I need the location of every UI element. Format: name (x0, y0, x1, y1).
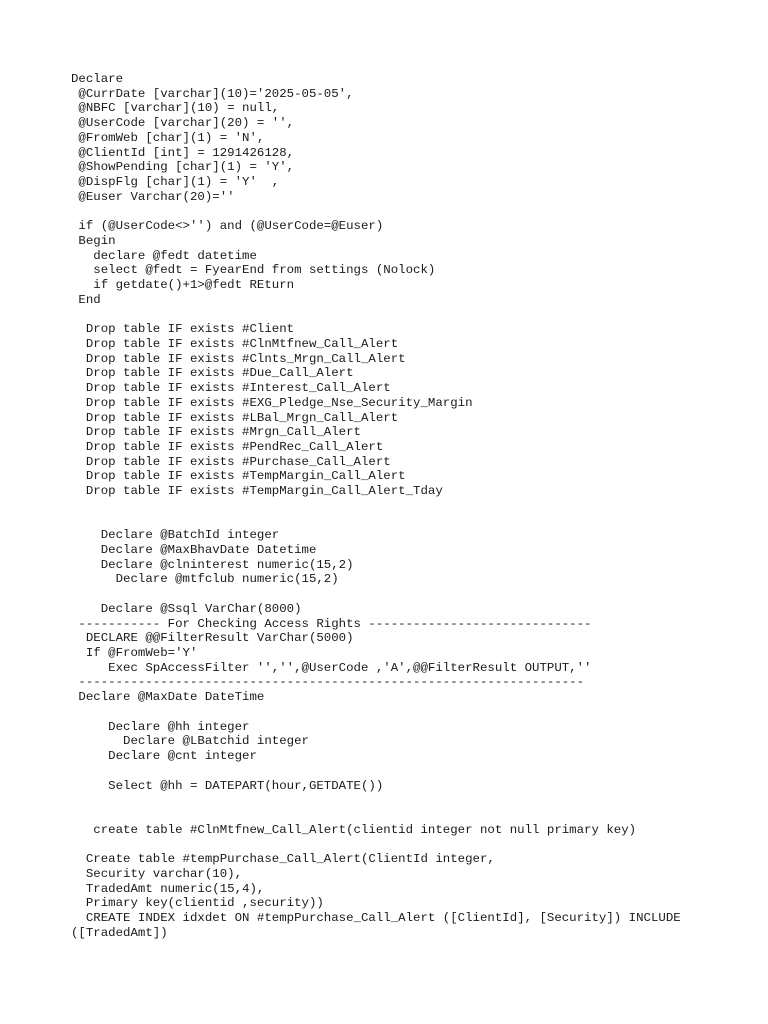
code-line: Drop table IF exists #LBal_Mrgn_Call_Alert (71, 410, 399, 425)
code-line: Declare @Ssql VarChar(8000) (71, 601, 302, 616)
code-line: Drop table IF exists #EXG_Pledge_Nse_Security_Margin (71, 395, 473, 410)
code-line: Drop table IF exists #Client (71, 322, 295, 337)
blank-code-line (71, 308, 761, 323)
code-line: @UserCode [varchar](20) = '', (71, 116, 295, 131)
code-line: @ShowPending [char](1) = 'Y', (71, 160, 295, 175)
code-line: @Euser Varchar(20)='' (71, 189, 235, 204)
code-line: declare @fedt datetime (71, 248, 257, 263)
code-line: @DispFlg [char](1) = 'Y' , (71, 175, 280, 190)
code-line: Drop table IF exists #Interest_Call_Alert (71, 381, 391, 396)
code-line: @ClientId [int] = 1291426128, (71, 145, 295, 160)
sql-code-block (71, 72, 761, 940)
blank-code-line (71, 204, 761, 219)
code-line: Exec SpAccessFilter '','',@UserCode ,'A',@@FilterResult OUTPUT,'' (71, 660, 592, 675)
code-line: Declare @LBatchid integer (71, 734, 309, 749)
code-line: if getdate()+1>@fedt REturn (71, 278, 295, 293)
code-line: If @FromWeb='Y' (71, 646, 198, 661)
code-line: Drop table IF exists #Mrgn_Call_Alert (71, 425, 361, 440)
code-line: Drop table IF exists #Due_Call_Alert (71, 366, 354, 381)
code-line: Declare @cnt integer (71, 749, 257, 764)
code-line: Select @hh = DATEPART(hour,GETDATE()) (71, 778, 384, 793)
code-line: Declare @hh integer (71, 719, 250, 734)
code-line: CREATE INDEX idxdet ON #tempPurchase_Call_Alert ([ClientId], [Security]) INCLUDE (71, 910, 681, 925)
code-line: Declare @clninterest numeric(15,2) (71, 557, 354, 572)
code-line: Security varchar(10), (71, 866, 243, 881)
code-line: Declare @mtfclub numeric(15,2) (71, 572, 339, 587)
blank-code-line (71, 705, 761, 720)
code-line: Drop table IF exists #PendRec_Call_Alert (71, 439, 384, 454)
code-line: ([TradedAmt]) (71, 925, 168, 940)
code-line: Begin (71, 233, 116, 248)
code-line: TradedAmt numeric(15,4), (71, 881, 265, 896)
blank-code-line (71, 808, 761, 823)
code-line: Declare @MaxBhavDate Datetime (71, 543, 317, 557)
code-line: @NBFC [varchar](10) = null, (71, 101, 280, 116)
code-line: -------------------------------------------------------------------- (71, 675, 585, 690)
blank-code-line (71, 514, 761, 529)
code-line: select @fedt = FyearEnd from settings (Nolock) (71, 263, 436, 278)
code-line: Drop table IF exists #TempMargin_Call_Alert (71, 469, 406, 484)
code-line: if (@UserCode<>'') and (@UserCode=@Euser) (71, 219, 384, 234)
code-line: @FromWeb [char](1) = 'N', (71, 130, 265, 145)
code-line: @CurrDate [varchar](10)='2025-05-05', (71, 86, 354, 101)
blank-code-line (71, 793, 761, 808)
code-line: End (71, 292, 101, 307)
code-line: Declare (71, 72, 124, 86)
blank-code-line (71, 587, 761, 602)
code-line: Create table #tempPurchase_Call_Alert(ClientId integer, (71, 852, 495, 867)
code-line: Drop table IF exists #ClnMtfnew_Call_Alert (71, 336, 399, 351)
code-line: Declare @BatchId integer (71, 528, 280, 543)
blank-code-line (71, 499, 761, 514)
code-line: Drop table IF exists #Purchase_Call_Alert (71, 454, 391, 469)
blank-code-line (71, 764, 761, 779)
code-line: Drop table IF exists #TempMargin_Call_Alert_Tday (71, 484, 443, 499)
code-line: Primary key(clientid ,security)) (71, 896, 324, 911)
code-line: Declare @MaxDate DateTime (71, 690, 265, 705)
blank-code-line (71, 837, 761, 852)
code-line: ----------- For Checking Access Rights ------------------------------ (71, 616, 592, 631)
code-line: create table #ClnMtfnew_Call_Alert(clientid integer not null primary key) (71, 822, 637, 837)
code-line: Drop table IF exists #Clnts_Mrgn_Call_Alert (71, 351, 406, 366)
code-line: DECLARE @@FilterResult VarChar(5000) (71, 631, 354, 646)
